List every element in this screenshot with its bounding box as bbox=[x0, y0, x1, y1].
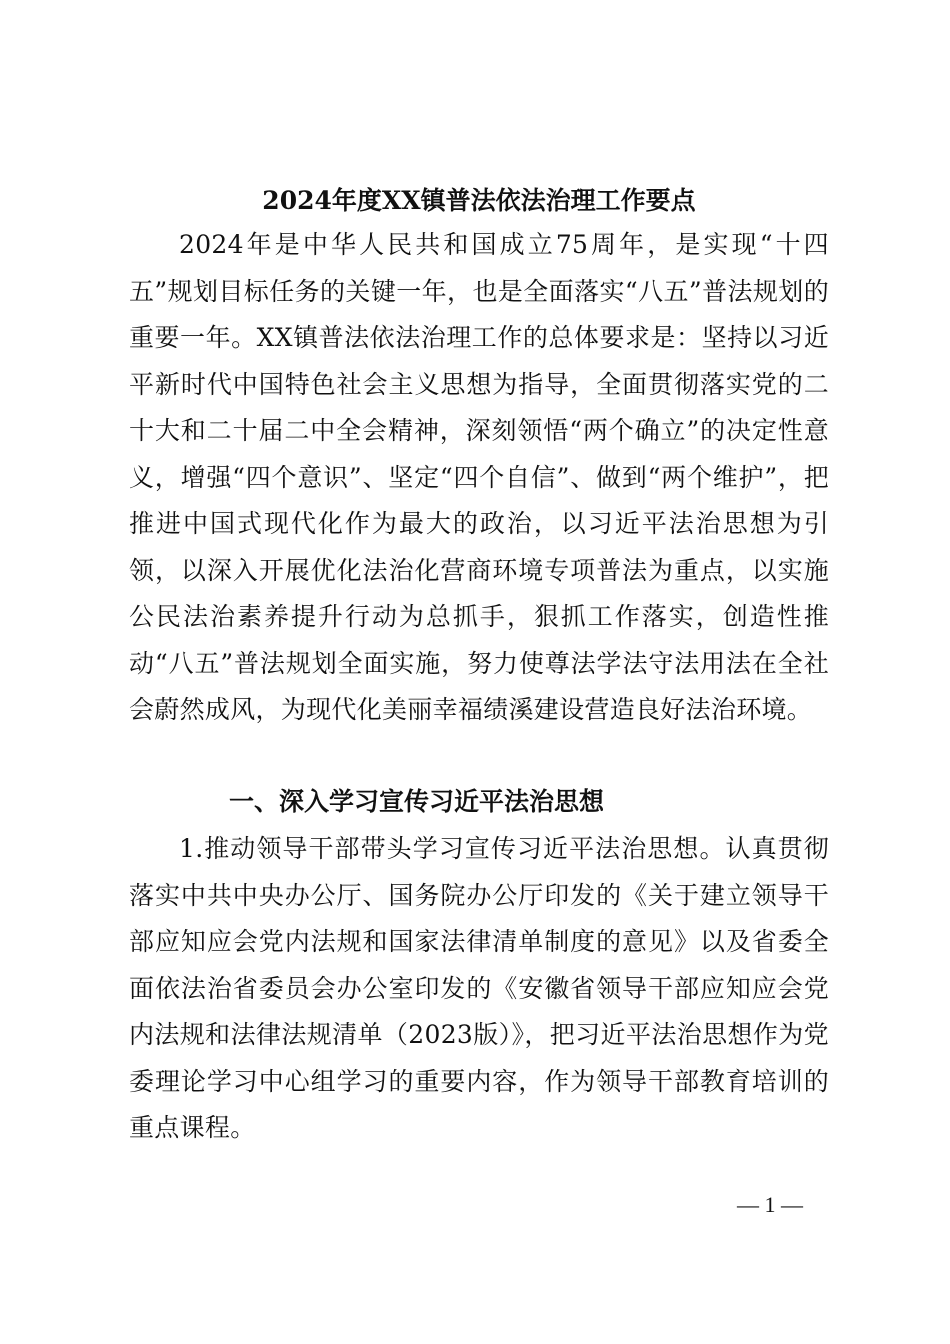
document-title: 2024年度XX镇普法依法治理工作要点 bbox=[262, 186, 696, 215]
item-paragraph-1: 1.推动领导干部带头学习宣传习近平法治思想。认真贯彻落实中共中央办公厅、国务院办公厅印发的《关于建立领导干部应知应会党内法规和国家法律清单制度的意见》以及省委全面依法治省委员会办公室印发的《安徽省领导干部应知应会党内法规和法律法规清单（2023版）》，把习近平法治思想作为党委理论学习中心组学习的重要内容，作为领导干部教育培训的重点课程。 bbox=[129, 834, 829, 1142]
section-heading-1: 一、深入学习宣传习近平法治思想 bbox=[229, 787, 605, 816]
intro-paragraph: 2024年是中华人民共和国成立75周年，是实现“十四五”规划目标任务的关键一年，也是全面落实“八五”普法规划的重要一年。XX镇普法依法治理工作的总体要求是：坚持以习近平新时代中国特色社会主义思想为指导，全面贯彻落实党的二十大和二十届二中全会精神，深刻领悟“两个确立”的决定性意义，增强“四个意识”、坚定“四个自信”、做到“两个维护”，把推进中国式现代化作为最大的政治，以习近平法治思想为引领，以深入开展优化法治化营商环境专项普法为重点，以实施公民法治素养提升行动为总抓手，狠抓工作落实，创造性推动“八五”普法规划全面实施，努力使尊法学法守法用法在全社会蔚然成风，为现代化美丽幸福绩溪建设营造良好法治环境。 bbox=[129, 230, 829, 724]
page-number: — 1 — bbox=[737, 1192, 803, 1217]
